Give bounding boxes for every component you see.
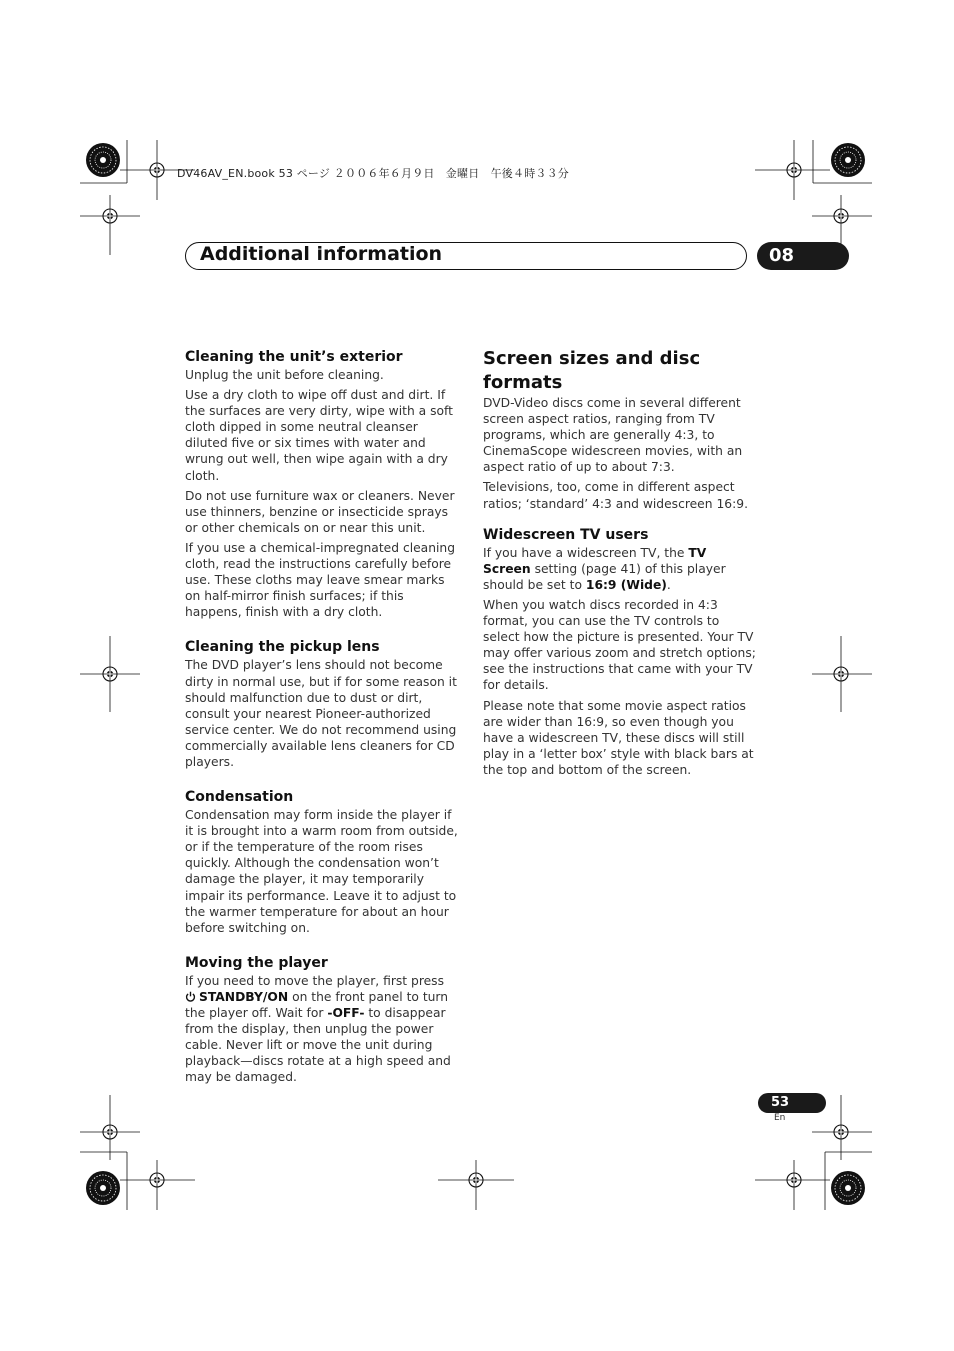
paragraph: Do not use furniture wax or cleaners. Never use thinners, benzine or insecticide sprays or other chemicals on or near this unit.: [185, 488, 455, 535]
section-screen-sizes: [483, 347, 757, 512]
off-display-label: -OFF-: [327, 1006, 365, 1020]
paragraph: The DVD player’s lens should not become dirty in normal use, but if for some reason it should malfunction due to dust or dirt, consult your nearest Pioneer-authorized service center. We do not recommend using commercially available lens cleaners for CD players.: [185, 658, 457, 769]
paragraph: Use a dry cloth to wipe off dust and dirt. If the surfaces are very dirty, wipe with a soft cloth dipped in some neutral cleanser diluted five or six times with water and wrung out well, then wipe again with a dry cloth.: [185, 388, 453, 483]
paragraph: Condensation may form inside the player if it is brought into a warm room from outside, or if the temperature of the room rises quickly. Although the condensation won’t damage the player, it may temporarily impair its performance. Leave it to adjust to the warmer temperature for about an hour before switching on.: [185, 808, 458, 935]
section-widescreen-tv: [483, 526, 757, 778]
left-column: [185, 348, 459, 1103]
section-heading: Moving the player: [185, 954, 328, 971]
standby-on-label: STANDBY/ON: [199, 989, 289, 1004]
paragraph: Televisions, too, come in different aspect ratios; ‘standard’ 4:3 and widescreen 16:9.: [483, 480, 748, 511]
wide-setting-label: 16:9 (Wide): [585, 577, 667, 592]
power-icon: [185, 991, 196, 1002]
paragraph: [483, 545, 757, 593]
section-main-heading: Screen sizes and disc formats: [483, 348, 701, 393]
section-cleaning-exterior: [185, 348, 459, 620]
right-column: [483, 347, 757, 796]
text-run: on the front panel to turn the player off. Wait for: [185, 989, 449, 1020]
section-heading: Widescreen TV users: [483, 526, 649, 543]
text-run: If you need to move the player, first press: [185, 973, 444, 988]
text-run: to disappear from the display, then unplug the power cable. Never lift or move the unit during playback—discs rotate at a high speed and may be damaged.: [185, 1006, 451, 1085]
section-moving-player: [185, 954, 459, 1086]
section-condensation: [185, 788, 459, 936]
paragraph: When you watch discs recorded in 4:3 format, you can use the TV controls to select how the picture is presented. Your TV may offer various zoom and stretch options; see the instructions that came with your TV for details.: [483, 597, 756, 693]
chapter-number-badge: 08: [757, 242, 849, 270]
section-heading: Cleaning the unit’s exterior: [185, 349, 403, 365]
paragraph: Please note that some movie aspect ratios are wider than 16:9, so even though you have a widescreen TV, these discs will still play in a ‘letter box’ style with black bars at the top and bottom of the screen.: [483, 698, 754, 777]
text-run: If you have a widescreen TV, the: [483, 545, 689, 560]
section-heading: Cleaning the pickup lens: [185, 639, 380, 656]
tv-screen-setting-label: TV Screen: [483, 545, 707, 576]
paragraph: If you use a chemical-impregnated cleaning cloth, read the instructions carefully before use. These cloths may leave smear marks on half-mirror finish surfaces; if this happens, finish with a dry cloth.: [185, 540, 456, 620]
section-heading: Condensation: [185, 789, 294, 806]
section-cleaning-lens: [185, 638, 459, 770]
text-run: .: [666, 577, 671, 592]
chapter-title: Additional information: [200, 243, 443, 265]
page-language-label: En: [774, 1113, 786, 1123]
paragraph: Unplug the unit before cleaning.: [185, 368, 384, 382]
paragraph: [185, 973, 459, 1086]
print-meta-line: DV46AV_EN.book 53 ページ ２００６年６月９日 金曜日 午後４時３３分: [177, 167, 569, 180]
paragraph: DVD-Video discs come in several different screen aspect ratios, ranging from TV programs, which are generally 4:3, to CinemaScope widescreen movies, with an aspect ratio of up to about 7:3.: [483, 396, 743, 475]
page-number-badge: 53: [758, 1093, 826, 1113]
text-run: setting (page 41) of this player should be set to: [483, 561, 726, 592]
